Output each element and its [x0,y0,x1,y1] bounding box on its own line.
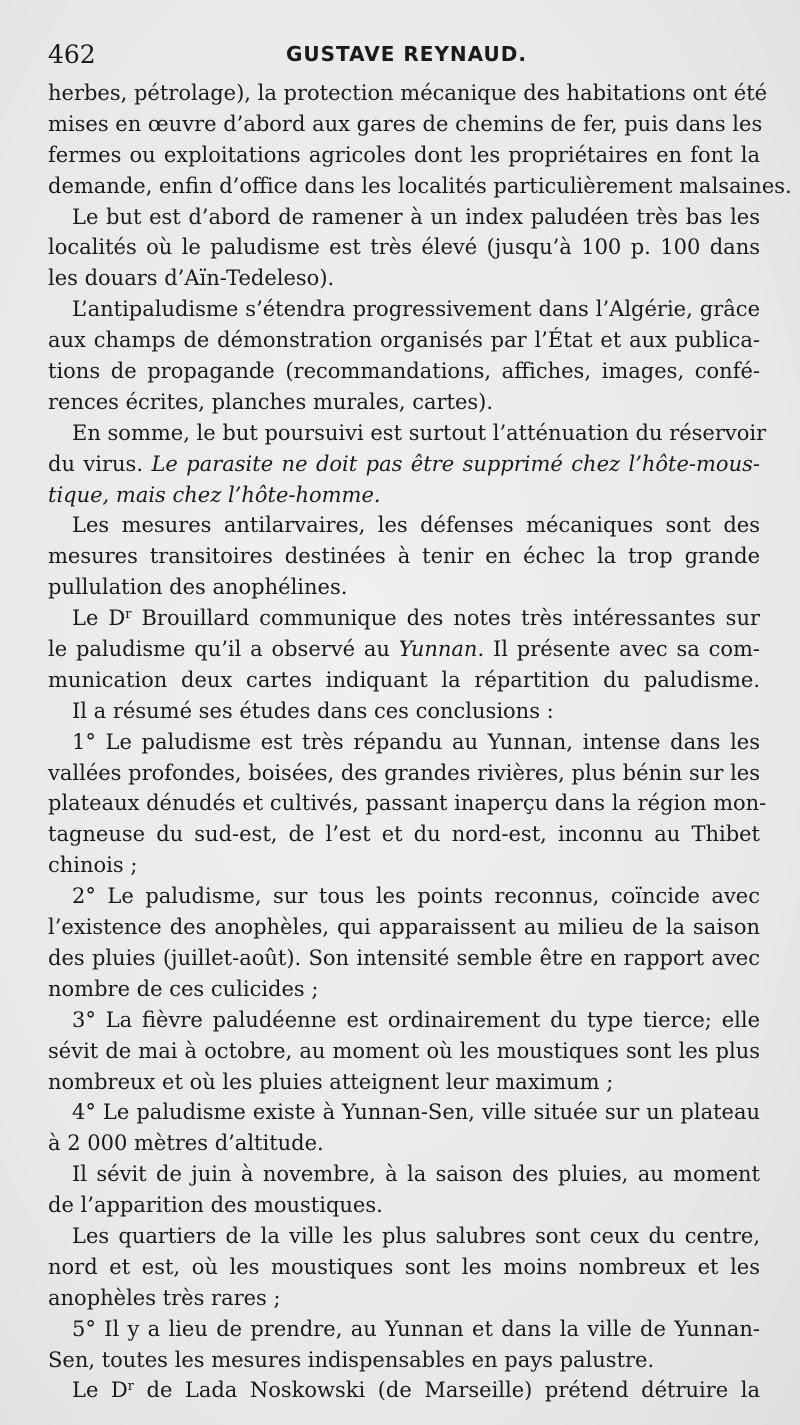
text-line: aux champs de démonstration organisés par l’État et aux publica- [48,328,760,353]
text-line [48,634,760,665]
page-number: 462 [48,40,96,69]
text-line: Les mesures antilarvaires, les défenses mécaniques sont des [72,513,760,538]
text-segment: de Lada Noskowski (de Marseille) prétend détruire la [146,1378,760,1403]
text-line [48,1375,760,1406]
superscript: r [127,1379,134,1395]
text-line: vallées profondes, boisées, des grandes rivières, plus bénin sur les [48,760,760,785]
text-line: 5° Il y a lieu de prendre, au Yunnan et dans la ville de Yunnan- [72,1316,760,1341]
text-segment: Brouillard communique des notes très intéressantes sur [141,606,761,631]
text-segment: du virus. [48,451,143,476]
text-line: nombre de ces culicides ; [48,976,319,1001]
text-line [48,603,760,634]
text-line: 2° Le paludisme, sur tous les points reconnus, coïncide avec [72,884,760,909]
text-line: à 2 000 mètres d’altitude. [48,1131,324,1156]
body-text [48,78,792,1406]
text-line: sévit de mai à octobre, au moment où les moustiques sont les plus [48,1038,760,1063]
text-line: plateaux dénudés et cultivés, passant inaperçu dans la région mon- [48,791,767,816]
text-line: Les quartiers de la ville les plus salubres sont ceux du centre, [72,1223,760,1248]
text-line: 3° La fièvre paludéenne est ordinairement du type tierce; elle [72,1007,760,1032]
running-title: GUSTAVE REYNAUD. [286,42,527,66]
text-line: l’existence des anophèles, qui apparaissent au milieu de la saison [48,915,760,940]
text-line: anophèles très rares ; [48,1285,281,1310]
text-segment: Le D [72,606,126,631]
italic-text: Le parasite ne doit pas être supprimé chez l’hôte-mous- [151,451,760,476]
text-line: L’antipaludisme s’étendra progressivement dans l’Algérie, grâce [72,297,760,322]
text-line: chinois ; [48,853,138,878]
text-line: Il sévit de juin à novembre, à la saison des pluies, au moment [72,1162,760,1187]
text-line: fermes ou exploitations agricoles dont les propriétaires en font la [48,142,760,167]
text-segment: . Il présente avec sa com- [477,637,760,662]
text-line: de l’apparition des moustiques. [48,1193,383,1218]
text-segment: le paludisme qu’il a observé au [48,637,390,662]
text-line: 1° Le paludisme est très répandu au Yunnan, intense dans les [72,729,760,754]
italic-text: tique, mais chez l’hôte-homme. [48,482,381,507]
text-line: herbes, pétrolage), la protection mécanique des habitations ont été [48,81,768,105]
superscript: r [125,607,132,623]
text-line: Le but est d’abord de ramener à un index paludéen très bas les [72,204,760,229]
text-line: rences écrites, planches murales, cartes). [48,389,494,414]
text-line: munication deux cartes indiquant la répartition du paludisme. [48,667,760,692]
text-line: les douars d’Aïn-Tedeleso). [48,266,335,291]
italic-text: Yunnan [398,637,478,662]
text-line [48,449,760,480]
text-line: nord et est, où les moustiques sont les moins nombreux et les [48,1254,760,1279]
page-header [48,36,760,72]
text-line: 4° Le paludisme existe à Yunnan-Sen, ville située sur un plateau [72,1100,760,1125]
text-line: Sen, toutes les mesures indispensables en pays palustre. [48,1347,655,1372]
text-line: tagneuse du sud-est, de l’est et du nord-est, inconnu au Thibet [48,822,760,847]
text-line: pullulation des anophélines. [48,575,348,600]
text-line: nombreux et où les pluies atteignent leur maximum ; [48,1069,614,1094]
text-line: En somme, le but poursuivi est surtout l’atténuation du réservoir [72,420,767,445]
text-line [48,480,760,511]
text-line: des pluies (juillet-août). Son intensité semble être en rapport avec [48,945,760,970]
text-segment: Le D [72,1378,128,1403]
text-line: tions de propagande (recommandations, affiches, images, confé- [48,359,760,384]
text-line: localités où le paludisme est très élevé (jusqu’à 100 p. 100 dans [48,235,760,260]
text-line: Il a résumé ses études dans ces conclusions : [72,698,554,723]
text-line: mises en œuvre d’abord aux gares de chemins de fer, puis dans les [48,111,763,136]
text-line: mesures transitoires destinées à tenir en échec la trop grande [48,544,760,569]
text-line: demande, enfin d’office dans les localités particulièrement malsaines. [48,173,792,198]
